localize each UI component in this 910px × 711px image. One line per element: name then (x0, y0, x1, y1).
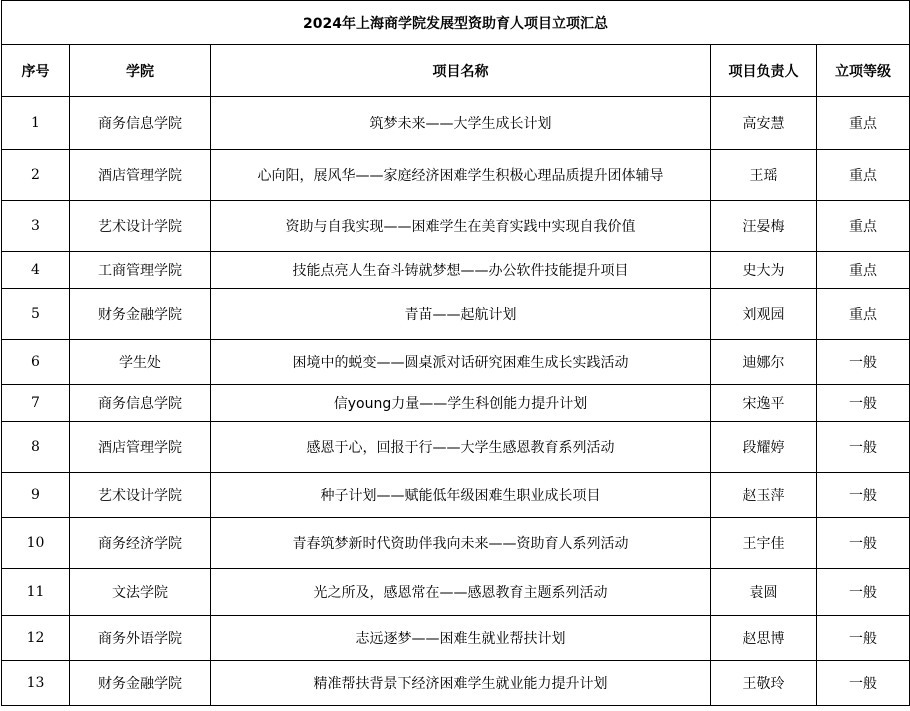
cell-index[interactable]: 3 (2, 201, 70, 252)
cell-index[interactable]: 11 (2, 569, 70, 616)
cell-leader[interactable]: 汪晏梅 (711, 201, 817, 252)
cell-level[interactable]: 一般 (817, 385, 910, 422)
cell-index[interactable]: 9 (2, 473, 70, 518)
cell-index[interactable]: 7 (2, 385, 70, 422)
cell-project[interactable]: 精准帮扶背景下经济困难学生就业能力提升计划 (211, 661, 711, 706)
cell-leader[interactable]: 迪娜尔 (711, 340, 817, 385)
cell-college[interactable]: 学生处 (70, 340, 211, 385)
cell-leader[interactable]: 宋逸平 (711, 385, 817, 422)
cell-leader[interactable]: 赵思博 (711, 616, 817, 661)
cell-level[interactable]: 一般 (817, 340, 910, 385)
cell-level[interactable]: 重点 (817, 252, 910, 289)
table-row (2, 616, 910, 661)
cell-level[interactable]: 重点 (817, 289, 910, 340)
cell-project[interactable]: 青苗——起航计划 (211, 289, 711, 340)
cell-level[interactable]: 重点 (817, 201, 910, 252)
cell-level[interactable]: 重点 (817, 150, 910, 201)
cell-index[interactable]: 10 (2, 518, 70, 569)
column-header-index[interactable]: 序号 (2, 45, 70, 97)
cell-project[interactable]: 心向阳，展风华——家庭经济困难学生积极心理品质提升团体辅导 (211, 150, 711, 201)
cell-leader[interactable]: 王宇佳 (711, 518, 817, 569)
cell-project[interactable]: 技能点亮人生奋斗铸就梦想——办公软件技能提升项目 (211, 252, 711, 289)
cell-index[interactable]: 12 (2, 616, 70, 661)
cell-level[interactable]: 一般 (817, 518, 910, 569)
table-row (2, 252, 910, 289)
cell-level[interactable]: 一般 (817, 616, 910, 661)
cell-project[interactable]: 信young力量——学生科创能力提升计划 (211, 385, 711, 422)
cell-level[interactable]: 一般 (817, 473, 910, 518)
cell-college[interactable]: 工商管理学院 (70, 252, 211, 289)
cell-project[interactable]: 光之所及，感恩常在——感恩教育主题系列活动 (211, 569, 711, 616)
cell-college[interactable]: 财务金融学院 (70, 289, 211, 340)
cell-level[interactable]: 一般 (817, 422, 910, 473)
cell-leader[interactable]: 高安慧 (711, 97, 817, 150)
table-row (2, 518, 910, 569)
cell-level[interactable]: 一般 (817, 569, 910, 616)
table-row (2, 97, 910, 150)
cell-index[interactable]: 1 (2, 97, 70, 150)
cell-college[interactable]: 商务信息学院 (70, 97, 211, 150)
table-row (2, 201, 910, 252)
table-row (2, 661, 910, 706)
cell-college[interactable]: 文法学院 (70, 569, 211, 616)
cell-college[interactable]: 商务经济学院 (70, 518, 211, 569)
cell-college[interactable]: 艺术设计学院 (70, 473, 211, 518)
column-header-leader[interactable]: 项目负责人 (711, 45, 817, 97)
table-row (2, 473, 910, 518)
cell-project[interactable]: 资助与自我实现——困难学生在美育实践中实现自我价值 (211, 201, 711, 252)
cell-index[interactable]: 4 (2, 252, 70, 289)
cell-college[interactable]: 财务金融学院 (70, 661, 211, 706)
table-row (2, 289, 910, 340)
cell-leader[interactable]: 袁圆 (711, 569, 817, 616)
table-row (2, 422, 910, 473)
column-header-college[interactable]: 学院 (70, 45, 211, 97)
cell-leader[interactable]: 赵玉萍 (711, 473, 817, 518)
cell-college[interactable]: 商务信息学院 (70, 385, 211, 422)
cell-college[interactable]: 商务外语学院 (70, 616, 211, 661)
cell-college[interactable]: 艺术设计学院 (70, 201, 211, 252)
cell-project[interactable]: 志远逐梦——困难生就业帮扶计划 (211, 616, 711, 661)
cell-project[interactable]: 困境中的蜕变——圆桌派对话研究困难生成长实践活动 (211, 340, 711, 385)
table-title[interactable]: 2024年上海商学院发展型资助育人项目立项汇总 (2, 1, 910, 45)
cell-project[interactable]: 青春筑梦新时代资助伴我向未来——资助育人系列活动 (211, 518, 711, 569)
cell-index[interactable]: 8 (2, 422, 70, 473)
cell-project[interactable]: 感恩于心，回报于行——大学生感恩教育系列活动 (211, 422, 711, 473)
header-row (2, 45, 910, 97)
cell-project[interactable]: 种子计划——赋能低年级困难生职业成长项目 (211, 473, 711, 518)
column-header-project[interactable]: 项目名称 (211, 45, 711, 97)
cell-index[interactable]: 2 (2, 150, 70, 201)
cell-level[interactable]: 重点 (817, 97, 910, 150)
cell-project[interactable]: 筑梦未来——大学生成长计划 (211, 97, 711, 150)
table-row (2, 569, 910, 616)
cell-leader[interactable]: 史大为 (711, 252, 817, 289)
cell-index[interactable]: 6 (2, 340, 70, 385)
title-row (2, 1, 910, 45)
table-row (2, 150, 910, 201)
table-row (2, 385, 910, 422)
cell-college[interactable]: 酒店管理学院 (70, 150, 211, 201)
cell-leader[interactable]: 王瑶 (711, 150, 817, 201)
cell-leader[interactable]: 王敬玲 (711, 661, 817, 706)
table-row (2, 340, 910, 385)
cell-index[interactable]: 5 (2, 289, 70, 340)
cell-leader[interactable]: 刘观园 (711, 289, 817, 340)
project-table (1, 0, 910, 706)
column-header-level[interactable]: 立项等级 (817, 45, 910, 97)
cell-index[interactable]: 13 (2, 661, 70, 706)
cell-college[interactable]: 酒店管理学院 (70, 422, 211, 473)
cell-leader[interactable]: 段耀婷 (711, 422, 817, 473)
cell-level[interactable]: 一般 (817, 661, 910, 706)
